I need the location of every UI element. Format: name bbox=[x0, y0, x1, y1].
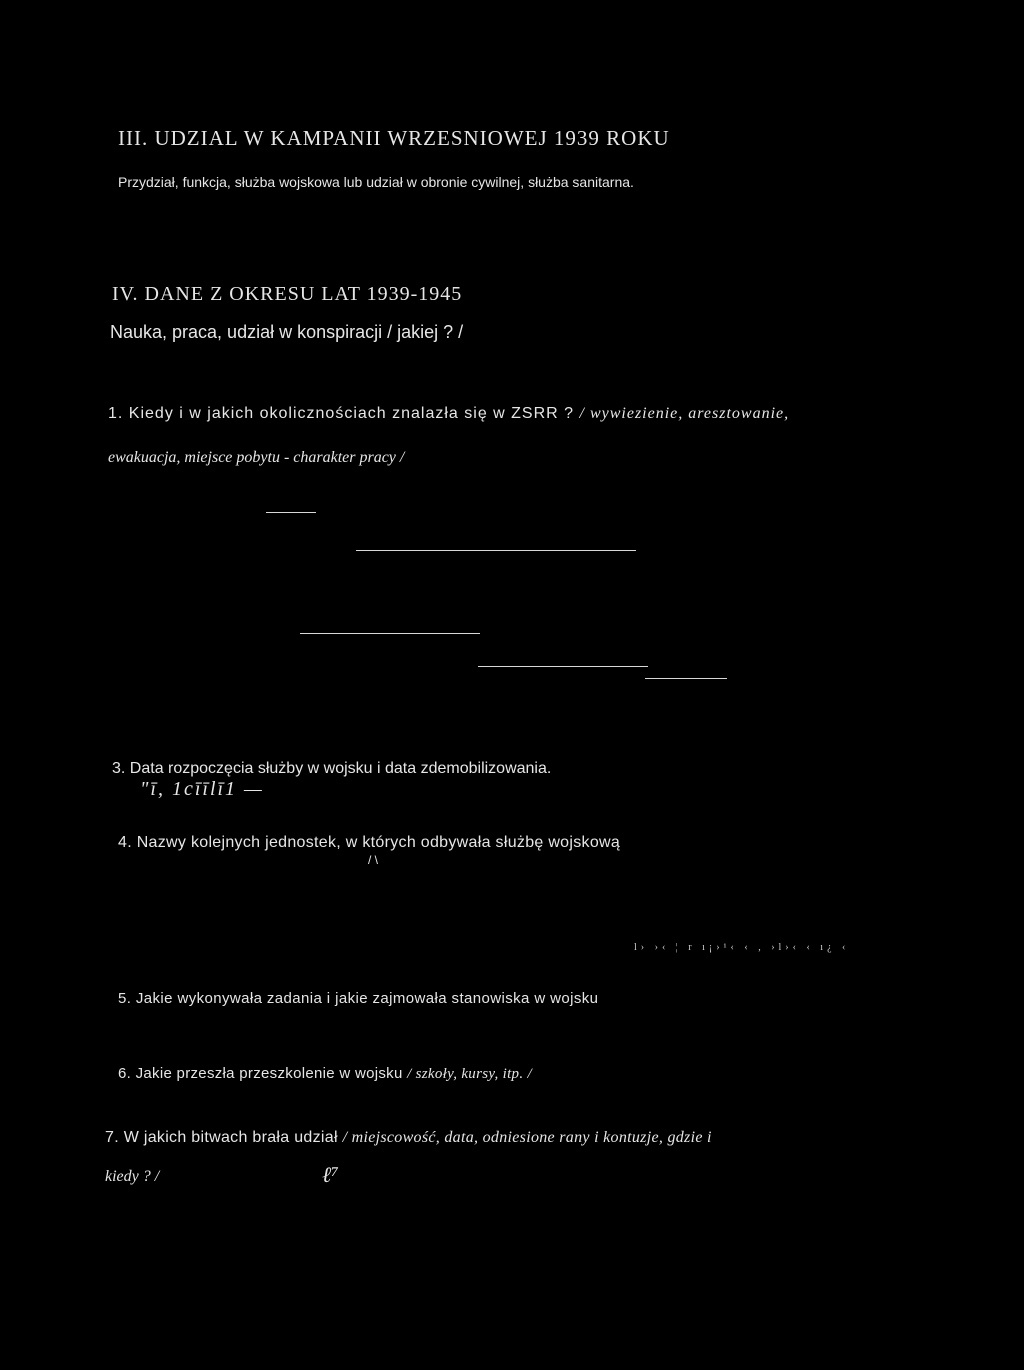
section-3-subtitle: Przydział, funkcja, służba wojskowa lub udział w obronie cywilnej, służba sanitarna. bbox=[118, 174, 634, 190]
question-6-text: 6. Jakie przeszła przeszkolenie w wojsku bbox=[118, 1065, 408, 1082]
question-7-handwriting-mark: ℓ⁷ bbox=[322, 1162, 339, 1187]
question-7-hint-continued: kiedy ? / bbox=[105, 1168, 160, 1185]
question-6-hint: / szkoły, kursy, itp. / bbox=[407, 1066, 532, 1082]
question-1 bbox=[108, 405, 789, 423]
question-6 bbox=[118, 1065, 532, 1083]
question-4-text: 4. Nazwy kolejnych jednostek, w których odbywała służbę wojskową bbox=[118, 834, 621, 851]
section-4-subtitle: Nauka, praca, udział w konspiracji / jakiej ? / bbox=[110, 322, 464, 342]
question-1-hint-continued: ewakuacja, miejsce pobytu - charakter pracy / bbox=[108, 449, 405, 466]
question-7 bbox=[105, 1129, 712, 1147]
question-5-text: 5. Jakie wykonywała zadania i jakie zajmowała stanowiska w wojsku bbox=[118, 990, 599, 1007]
question-7-text: 7. W jakich bitwach brała udział bbox=[105, 1129, 343, 1146]
question-3-handwriting: "ī, 1cīīlī1 — bbox=[140, 778, 264, 800]
section-3-title: III. UDZIAL W KAMPANII WRZESNIOWEJ 1939 ROKU bbox=[118, 126, 670, 150]
question-3-text: 3. Data rozpoczęcia służby w wojsku i data zdemobilizowania. bbox=[112, 760, 552, 777]
question-4-handwriting-mark: / \ bbox=[368, 853, 379, 867]
question-1-text: 1. Kiedy i w jakich okolicznościach znalazła się w ZSRR ? bbox=[108, 405, 580, 422]
answer-line bbox=[478, 666, 648, 667]
answer-line bbox=[356, 550, 636, 551]
answer-line bbox=[300, 633, 480, 634]
answer-line bbox=[266, 512, 316, 513]
answer-line bbox=[645, 678, 727, 679]
question-7-hint: / miejscowość, data, odniesione rany i kontuzje, gdzie i bbox=[342, 1129, 712, 1146]
question-4-handwriting: l› ›‹ ¦ r ı¡›¹‹ ‹ , ›l›‹ ‹ ı¿ ‹ bbox=[634, 942, 850, 953]
question-1-hint: / wywiezienie, aresztowanie, bbox=[579, 405, 790, 422]
section-4-title: IV. DANE Z OKRESU LAT 1939-1945 bbox=[112, 283, 463, 305]
